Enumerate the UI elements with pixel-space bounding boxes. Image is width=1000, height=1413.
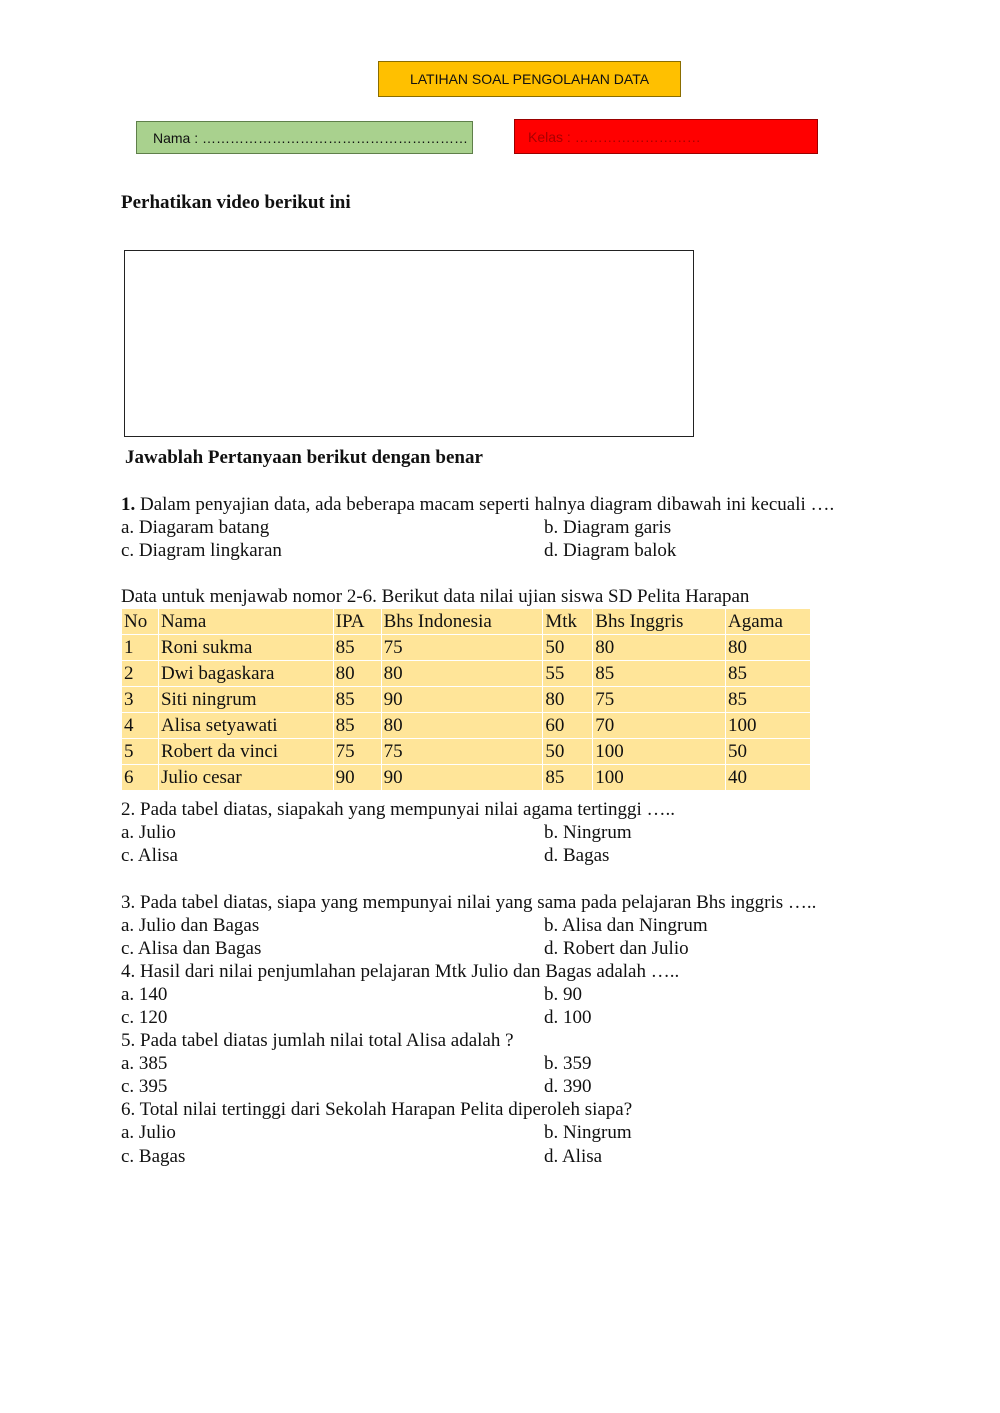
q1-option-a[interactable]: a. Diagaram batang <box>121 517 270 538</box>
table-cell: 75 <box>381 739 543 765</box>
table-cell: 75 <box>381 635 543 661</box>
table-cell: 6 <box>122 765 159 791</box>
q3-option-c[interactable]: c. Alisa dan Bagas <box>121 938 262 959</box>
score-table <box>121 608 811 791</box>
table-cell: 100 <box>593 765 726 791</box>
table-cell: 80 <box>381 713 543 739</box>
table-cell: Robert da vinci <box>158 739 333 765</box>
table-cell: 85 <box>726 687 811 713</box>
table-cell: Roni sukma <box>158 635 333 661</box>
q3-option-d[interactable]: d. Robert dan Julio <box>544 938 689 959</box>
q4-option-a[interactable]: a. 140 <box>121 984 168 1005</box>
q1-option-b[interactable]: b. Diagram garis <box>544 517 672 538</box>
table-cell: 90 <box>333 765 381 791</box>
table-cell: 85 <box>333 713 381 739</box>
table-row <box>122 765 811 791</box>
table-cell: 50 <box>726 739 811 765</box>
q2-option-d[interactable]: d. Bagas <box>544 845 610 866</box>
table-cell: 80 <box>381 661 543 687</box>
table-cell: 100 <box>593 739 726 765</box>
table-cell: Dwi bagaskara <box>158 661 333 687</box>
question-6: 6. Total nilai tertinggi dari Sekolah Harapan Pelita diperoleh siapa? <box>121 1099 633 1120</box>
table-cell: 75 <box>593 687 726 713</box>
table-cell: 4 <box>122 713 159 739</box>
table-cell: 3 <box>122 687 159 713</box>
q2-option-b[interactable]: b. Ningrum <box>544 822 632 843</box>
table-cell: 5 <box>122 739 159 765</box>
q5-option-c[interactable]: c. 395 <box>121 1076 168 1097</box>
question-1 <box>121 493 834 516</box>
table-cell: 85 <box>543 765 593 791</box>
question-5: 5. Pada tabel diatas jumlah nilai total Alisa adalah ? <box>121 1030 514 1051</box>
table-row <box>122 661 811 687</box>
table-cell: 100 <box>726 713 811 739</box>
table-row <box>122 739 811 765</box>
name-field[interactable]: Nama : ………………………………………………… <box>136 121 473 154</box>
table-cell: 70 <box>593 713 726 739</box>
q5-option-b[interactable]: b. 359 <box>544 1053 592 1074</box>
table-cell: 90 <box>381 687 543 713</box>
q6-option-d[interactable]: d. Alisa <box>544 1146 603 1167</box>
table-cell: Julio cesar <box>158 765 333 791</box>
q2-option-c[interactable]: c. Alisa <box>121 845 178 866</box>
table-cell: 1 <box>122 635 159 661</box>
q6-option-c[interactable]: c. Bagas <box>121 1146 186 1167</box>
question-1-number: 1. <box>121 494 136 515</box>
table-row <box>122 713 811 739</box>
q2-option-a[interactable]: a. Julio <box>121 822 176 843</box>
q4-option-c[interactable]: c. 120 <box>121 1007 168 1028</box>
table-header-row <box>122 609 811 635</box>
table-row <box>122 635 811 661</box>
table-header-cell: Mtk <box>543 609 593 635</box>
table-header-cell: Nama <box>158 609 333 635</box>
table-cell: 85 <box>333 687 381 713</box>
table-cell: Alisa setyawati <box>158 713 333 739</box>
table-header-cell: No <box>122 609 159 635</box>
video-instruction: Perhatikan video berikut ini <box>121 192 351 213</box>
data-intro: Data untuk menjawab nomor 2-6. Berikut data nilai ujian siswa SD Pelita Harapan <box>121 586 750 607</box>
q3-option-a[interactable]: a. Julio dan Bagas <box>121 915 260 936</box>
q4-option-b[interactable]: b. 90 <box>544 984 582 1005</box>
q6-option-b[interactable]: b. Ningrum <box>544 1122 632 1143</box>
table-cell: 2 <box>122 661 159 687</box>
table-header-cell: IPA <box>333 609 381 635</box>
table-cell: 80 <box>726 635 811 661</box>
table-cell: 60 <box>543 713 593 739</box>
table-cell: 85 <box>333 635 381 661</box>
table-cell: 85 <box>593 661 726 687</box>
table-cell: Siti ningrum <box>158 687 333 713</box>
table-cell: 90 <box>381 765 543 791</box>
table-cell: 50 <box>543 635 593 661</box>
table-header-cell: Bhs Indonesia <box>381 609 543 635</box>
q6-option-a[interactable]: a. Julio <box>121 1122 176 1143</box>
q5-option-a[interactable]: a. 385 <box>121 1053 168 1074</box>
question-4: 4. Hasil dari nilai penjumlahan pelajaran Mtk Julio dan Bagas adalah ….. <box>121 961 680 982</box>
table-cell: 80 <box>543 687 593 713</box>
q3-option-b[interactable]: b. Alisa dan Ningrum <box>544 915 708 936</box>
answer-instruction: Jawablah Pertanyaan berikut dengan benar <box>125 447 483 468</box>
table-cell: 75 <box>333 739 381 765</box>
q4-option-d[interactable]: d. 100 <box>544 1007 592 1028</box>
question-2: 2. Pada tabel diatas, siapakah yang mempunyai nilai agama tertinggi ….. <box>121 799 676 820</box>
video-embed-frame[interactable] <box>124 250 694 437</box>
question-1-text: Dalam penyajian data, ada beberapa macam seperti halnya diagram dibawah ini kecuali …. <box>135 494 835 515</box>
table-row <box>122 687 811 713</box>
table-cell: 80 <box>333 661 381 687</box>
q1-option-d[interactable]: d. Diagram balok <box>544 540 677 561</box>
table-cell: 40 <box>726 765 811 791</box>
question-3: 3. Pada tabel diatas, siapa yang mempunyai nilai yang sama pada pelajaran Bhs inggris ….. <box>121 892 817 913</box>
table-cell: 50 <box>543 739 593 765</box>
table-header-cell: Bhs Inggris <box>593 609 726 635</box>
worksheet-title: LATIHAN SOAL PENGOLAHAN DATA <box>378 61 681 97</box>
table-cell: 80 <box>593 635 726 661</box>
q1-option-c[interactable]: c. Diagram lingkaran <box>121 540 282 561</box>
q5-option-d[interactable]: d. 390 <box>544 1076 592 1097</box>
table-cell: 55 <box>543 661 593 687</box>
table-header-cell: Agama <box>726 609 811 635</box>
class-field[interactable]: Kelas : ……………………… <box>514 119 818 154</box>
table-cell: 85 <box>726 661 811 687</box>
